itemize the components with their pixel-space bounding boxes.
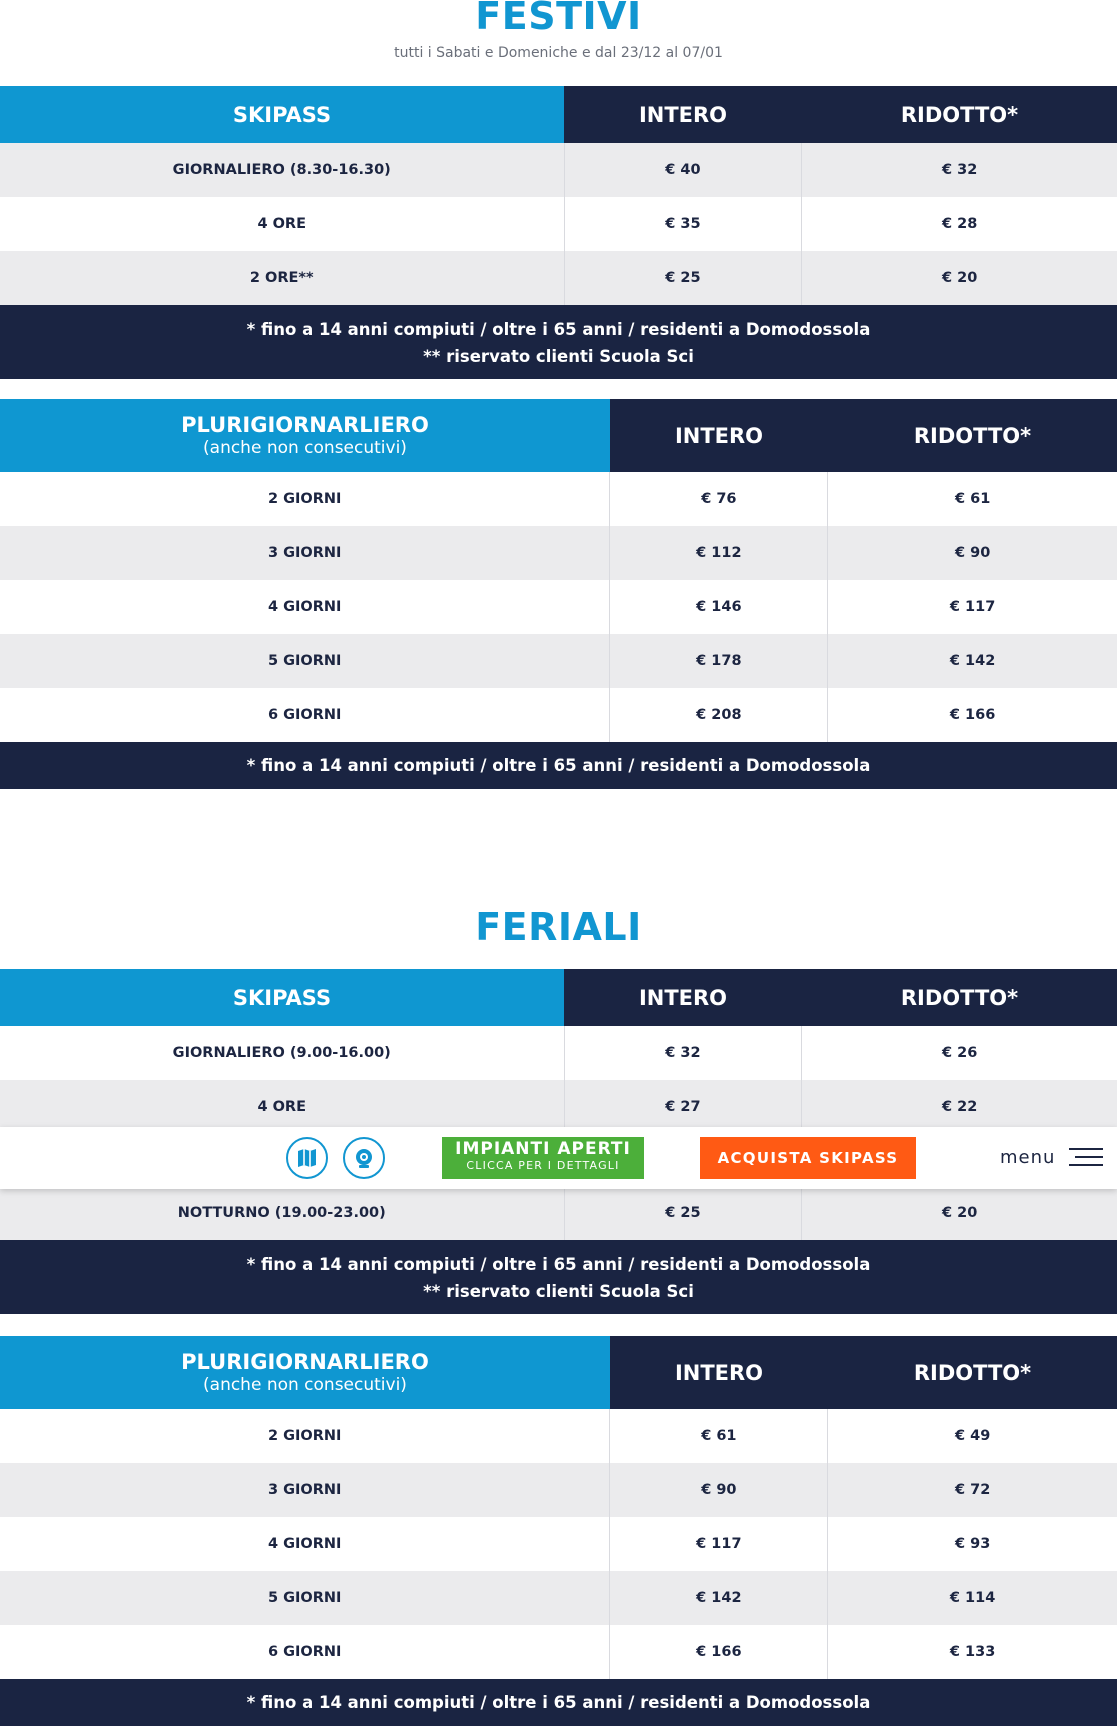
header-ridotto: RIDOTTO* <box>802 86 1117 143</box>
price-ridotto: € 61 <box>827 472 1117 526</box>
row-label: 5 GIORNI <box>267 653 342 669</box>
price-intero: € 178 <box>609 634 827 688</box>
price-ridotto: € 93 <box>827 1517 1117 1571</box>
table-row <box>0 526 1117 580</box>
price-intero: € 35 <box>564 197 802 251</box>
price-ridotto: € 133 <box>827 1625 1117 1679</box>
festivi-skipass-table <box>0 86 1117 379</box>
price-intero: € 112 <box>609 526 827 580</box>
impianti-aperti-label: IMPIANTI APERTI <box>455 1139 631 1159</box>
header-intero: INTERO <box>564 86 802 143</box>
table-row <box>0 1517 1117 1571</box>
price-ridotto: € 72 <box>827 1463 1117 1517</box>
table-row <box>0 1571 1117 1625</box>
price-intero: € 40 <box>564 143 802 197</box>
festivi-multi-table <box>0 399 1117 789</box>
table-footnote <box>0 305 1117 379</box>
price-intero: € 32 <box>564 1026 802 1080</box>
price-ridotto: € 166 <box>827 688 1117 742</box>
webcam-button[interactable] <box>343 1137 385 1179</box>
row-label: 6 GIORNI <box>267 707 342 723</box>
header-ridotto: RIDOTTO* <box>802 969 1117 1026</box>
price-ridotto: € 26 <box>801 1026 1117 1080</box>
table-row <box>0 688 1117 742</box>
table-row <box>0 472 1117 526</box>
table-row <box>0 197 1117 251</box>
price-intero: € 90 <box>609 1463 827 1517</box>
price-intero: € 208 <box>609 688 827 742</box>
acquista-skipass-button[interactable]: ACQUISTA SKIPASS <box>700 1137 916 1179</box>
table-row <box>0 143 1117 197</box>
feriali-multi-table <box>0 1336 1117 1726</box>
price-intero: € 142 <box>609 1571 827 1625</box>
header-plurigiornaliero <box>0 399 610 472</box>
header-intero: INTERO <box>610 1336 828 1409</box>
header-plurigiornaliero <box>0 1336 610 1409</box>
price-intero: € 61 <box>609 1409 827 1463</box>
header-ridotto: RIDOTTO* <box>828 399 1117 472</box>
table-row <box>0 1625 1117 1679</box>
webcam-icon <box>353 1147 375 1169</box>
table-row <box>0 580 1117 634</box>
footnote-line: * fino a 14 anni compiuti / oltre i 65 anni / residenti a Domodossola <box>246 1255 871 1274</box>
price-intero: € 146 <box>609 580 827 634</box>
table-row <box>0 251 1117 305</box>
festivi-subtitle: tutti i Sabati e Domeniche e dal 23/12 al 07/01 <box>394 45 723 61</box>
price-ridotto: € 20 <box>801 251 1117 305</box>
header-sublabel: (anche non consecutivi) <box>203 1374 407 1395</box>
table-row <box>0 1026 1117 1080</box>
table-header <box>0 969 1117 1026</box>
table-row <box>0 634 1117 688</box>
row-label: 2 GIORNI <box>267 1428 342 1444</box>
price-ridotto: € 22 <box>801 1080 1117 1134</box>
map-icon <box>296 1147 318 1169</box>
header-skipass: SKIPASS <box>0 86 564 143</box>
row-label: 6 GIORNI <box>267 1644 342 1660</box>
row-label: 5 GIORNI <box>267 1590 342 1606</box>
festivi-title: FESTIVI <box>475 0 642 38</box>
map-button[interactable] <box>286 1137 328 1179</box>
header-skipass: SKIPASS <box>0 969 564 1026</box>
footnote-line: ** riservato clienti Scuola Sci <box>423 1282 694 1301</box>
row-label: 2 ORE** <box>249 270 314 286</box>
row-label: 3 GIORNI <box>267 545 342 561</box>
table-header <box>0 1336 1117 1409</box>
price-ridotto: € 90 <box>827 526 1117 580</box>
header-label: PLURIGIORNARLIERO <box>181 1349 429 1374</box>
feriali-title: FERIALI <box>475 905 642 949</box>
price-ridotto: € 20 <box>801 1186 1117 1240</box>
footnote-line: * fino a 14 anni compiuti / oltre i 65 anni / residenti a Domodossola <box>246 756 871 775</box>
price-ridotto: € 117 <box>827 580 1117 634</box>
row-label: 2 GIORNI <box>267 491 342 507</box>
price-intero: € 117 <box>609 1517 827 1571</box>
price-intero: € 25 <box>564 1186 802 1240</box>
price-ridotto: € 28 <box>801 197 1117 251</box>
hamburger-icon <box>1069 1145 1103 1169</box>
row-label: 4 GIORNI <box>267 1536 342 1552</box>
price-intero: € 76 <box>609 472 827 526</box>
impianti-aperti-sublabel: CLICCA PER I DETTAGLI <box>466 1159 620 1172</box>
price-intero: € 25 <box>564 251 802 305</box>
sticky-nav-bar <box>0 1127 1117 1189</box>
row-label: 4 ORE <box>257 1099 307 1115</box>
table-row <box>0 1463 1117 1517</box>
table-header <box>0 399 1117 472</box>
price-ridotto: € 32 <box>801 143 1117 197</box>
row-label: GIORNALIERO (9.00-16.00) <box>172 1045 391 1061</box>
table-footnote <box>0 1240 1117 1314</box>
price-ridotto: € 114 <box>827 1571 1117 1625</box>
row-label: 4 GIORNI <box>267 599 342 615</box>
menu-button[interactable] <box>1000 1145 1103 1169</box>
footnote-line: * fino a 14 anni compiuti / oltre i 65 anni / residenti a Domodossola <box>246 320 871 339</box>
price-intero: € 27 <box>564 1080 802 1134</box>
table-row <box>0 1409 1117 1463</box>
price-ridotto: € 142 <box>827 634 1117 688</box>
header-label: PLURIGIORNARLIERO <box>181 412 429 437</box>
table-row <box>0 1080 1117 1134</box>
footnote-line: * fino a 14 anni compiuti / oltre i 65 anni / residenti a Domodossola <box>246 1693 871 1712</box>
impianti-aperti-button[interactable] <box>442 1137 644 1179</box>
row-label: 4 ORE <box>257 216 307 232</box>
row-label: 3 GIORNI <box>267 1482 342 1498</box>
footnote-line: ** riservato clienti Scuola Sci <box>423 347 694 366</box>
header-intero: INTERO <box>564 969 802 1026</box>
row-label: GIORNALIERO (8.30-16.30) <box>172 162 391 178</box>
table-header <box>0 86 1117 143</box>
row-label: NOTTURNO (19.00-23.00) <box>177 1205 386 1221</box>
header-ridotto: RIDOTTO* <box>828 1336 1117 1409</box>
price-ridotto: € 49 <box>827 1409 1117 1463</box>
header-intero: INTERO <box>610 399 828 472</box>
menu-label: menu <box>1000 1146 1056 1168</box>
table-row <box>0 1186 1117 1240</box>
header-sublabel: (anche non consecutivi) <box>203 437 407 458</box>
table-footnote <box>0 742 1117 789</box>
price-intero: € 166 <box>609 1625 827 1679</box>
